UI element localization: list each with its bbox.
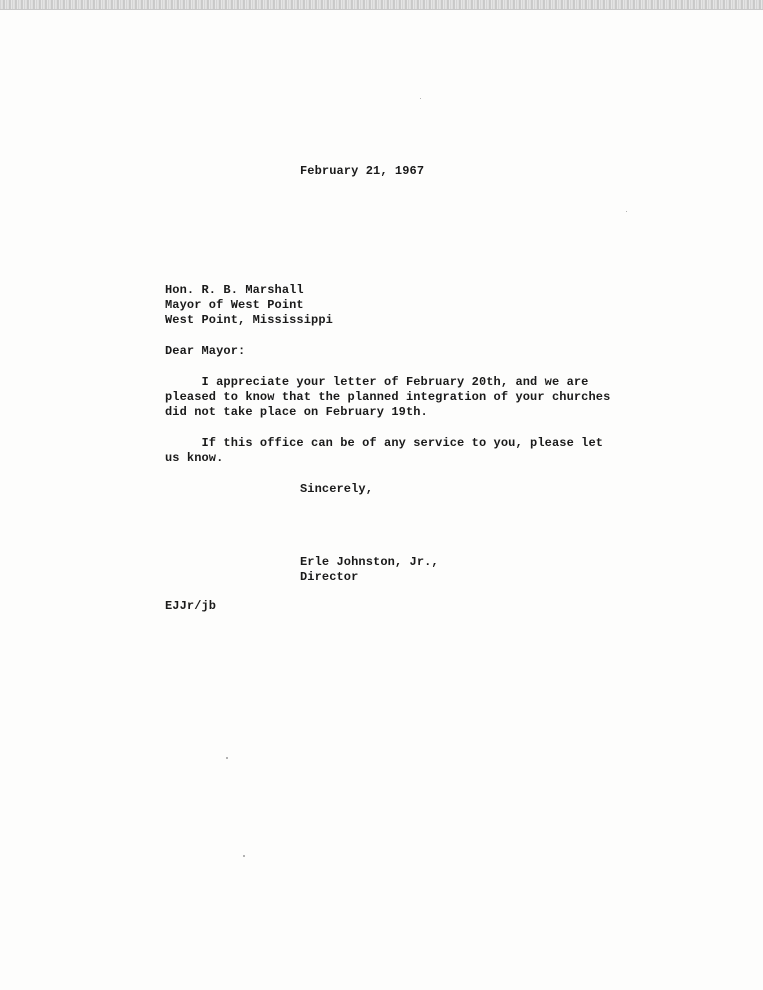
salutation: Dear Mayor: bbox=[165, 344, 246, 358]
scan-speck bbox=[243, 855, 245, 857]
signature-title: Director bbox=[300, 570, 359, 584]
recipient-title: Mayor of West Point bbox=[165, 298, 304, 312]
body-paragraph-1-line: pleased to know that the planned integration of your churches bbox=[165, 390, 611, 404]
scan-speck bbox=[226, 757, 228, 759]
scan-top-edge bbox=[0, 0, 763, 9]
letter-date: February 21, 1967 bbox=[300, 164, 425, 178]
scan-top-edge-line bbox=[0, 9, 763, 10]
scan-speck bbox=[626, 211, 627, 212]
recipient-location: West Point, Mississippi bbox=[165, 313, 333, 327]
recipient-name: Hon. R. B. Marshall bbox=[165, 283, 304, 297]
body-paragraph-2-line: If this office can be of any service to you, please let bbox=[165, 436, 604, 450]
reference-initials: EJJr/jb bbox=[165, 599, 217, 613]
body-paragraph-1-line: did not take place on February 19th. bbox=[165, 405, 428, 419]
signature-name: Erle Johnston, Jr., bbox=[300, 555, 439, 569]
body-paragraph-2-line: us know. bbox=[165, 451, 224, 465]
scan-speck bbox=[420, 98, 421, 99]
body-paragraph-1-line: I appreciate your letter of February 20th, and we are bbox=[165, 375, 589, 389]
closing: Sincerely, bbox=[300, 482, 374, 496]
